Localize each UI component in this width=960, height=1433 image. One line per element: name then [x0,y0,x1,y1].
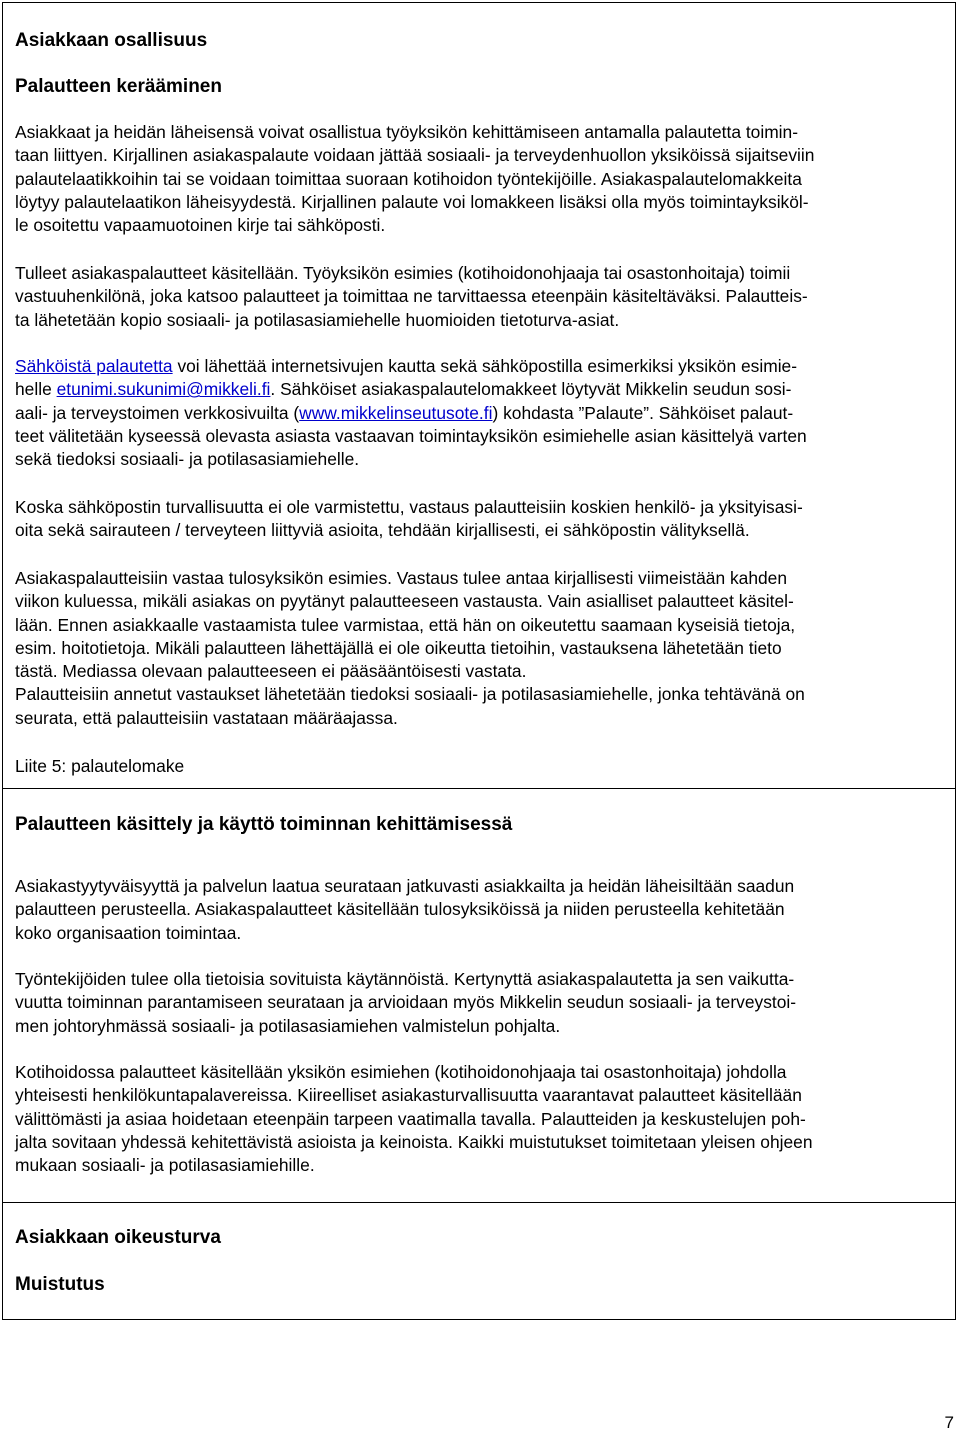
paragraph-feedback-handling [15,262,808,332]
paragraph-home-care [15,1061,813,1177]
text-span: voi lähettää internetsivujen kautta sekä sähköpostilla esimerkiksi yksikön esimie- [172,356,798,376]
section-title: Asiakkaan osallisuus [15,30,208,51]
paragraph-customer-satisfaction [15,875,794,945]
text-line: Palautteisiin annetut vastaukset lähetetään tiedoksi sosiaali- ja potilasasiamiehelle, jonka tehtävänä on [15,684,805,705]
section-subtitle: Muistutus [15,1274,105,1295]
text-line: sekä tiedoksi sosiaali- ja potilasasiamiehelle. [15,449,360,470]
paragraph-feedback-response [15,567,805,730]
text-line: jalta sovitaan yhdessä kehitettävistä asioista ja keinoista. Kaikki muistutukset toimitetaan yleisen ohjeen [15,1131,813,1152]
electronic-feedback-link[interactable]: Sähköistä palautetta [15,356,173,376]
paragraph-email-security [15,496,803,543]
section-subtitle: Palautteen kerääminen [15,76,222,97]
text-line: palautteen perusteella. Asiakaspalautteet käsitellään tulosyksiköissä ja niiden perusteella kehitetään [15,899,785,920]
text-line: mukaan sosiaali- ja potilasasiamiehille. [15,1155,315,1176]
text-line: Koska sähköpostin turvallisuutta ei ole varmistettu, vastaus palautteisiin koskien henkilö- ja yksityisasi- [15,497,803,517]
text-line: seurata, että palautteisiin vastataan määräajassa. [15,707,398,728]
text-line: Asiakkaat ja heidän läheisensä voivat osallistua työyksikön kehittämiseen antamalla palautetta toimin- [15,122,799,142]
text-span: aali- ja terveystoimen verkkosivuilta ( [15,402,300,423]
section-title: Palautteen käsittely ja käyttö toiminnan kehittämisessä [15,814,513,835]
text-span: ) kohdasta ”Palaute”. Sähköiset palaut- [492,402,794,423]
text-span: helle [15,379,57,400]
text-line: men johtoryhmässä sosiaali- ja potilasasiamiehen valmistelun pohjalta. [15,1015,561,1036]
section-legal-protection [2,1202,956,1320]
text-line: Asiakaspalautteisiin vastaa tulosyksikön esimies. Vastaus tulee antaa kirjallisesti viimeistään kahden [15,568,788,588]
text-line [15,402,807,425]
text-line: le osoitettu vapaamuotoinen kirje tai sähköposti. [15,215,386,236]
text-line: löytyy palautelaatikon läheisyydestä. Kirjallinen palaute voi lomakkeen lisäksi olla myös toimintayksiköl- [15,191,809,212]
text-line: Kotihoidossa palautteet käsitellään yksikön esimiehen (kotihoidonohjaaja tai osastonhoitaja) johdolla [15,1062,787,1082]
text-line: Tulleet asiakaspalautteet käsitellään. Työyksikön esimies (kotihoidonohjaaja tai osastonhoitaja) toimii [15,263,791,283]
text-line: välittömästi ja asiaa hoidetaan eteenpäin tarpeen vaatimalla tavalla. Palautteiden ja keskustelujen poh- [15,1108,806,1129]
text-line: tästä. Mediassa olevaan palautteeseen ei pääsääntöisesti vastata. [15,661,527,682]
text-line: lään. Ennen asiakkaalle vastaamista tulee varmistaa, että hän on oikeutettu saamaan kyseisiä tietoja, [15,614,796,635]
website-link[interactable]: www.mikkelinseutusote.fi [299,402,493,423]
text-line: oita sekä sairauteen / terveyteen liittyviä asioita, tehdään kirjallisesti, ei sähköpostin välityksellä. [15,520,750,541]
attachment-reference [15,755,184,778]
section-feedback-processing [2,788,956,1203]
text-line: Liite 5: palautelomake [15,756,185,776]
text-line: Työntekijöiden tulee olla tietoisia sovituista käytännöistä. Kertynyttä asiakaspalautetta ja sen vaikutta- [15,969,795,989]
email-link[interactable]: etunimi.sukunimi@mikkeli.fi [56,379,271,400]
text-line: esim. hoitotietoja. Mikäli palautteen lähettäjällä ei ole oikeutta tietoihin, vastauksena lähetetään tieto [15,637,782,658]
text-line: taan liittyen. Kirjallinen asiakaspalaute voidaan jättää sosiaali- ja terveydenhuollon yksiköissä sijaitseviin [15,145,815,166]
section-asiakkaan-osallisuus [2,2,956,789]
text-line: palautelaatikkoihin tai se voidaan toimittaa suoraan kotihoidon työntekijöille. Asiakaspalautelomakkeita [15,168,802,189]
text-line: ta lähetetään kopio sosiaali- ja potilasasiamiehelle huomioiden tietoturva-asiat. [15,309,620,330]
text-line: yhteisesti henkilökuntapalavereissa. Kiireelliset asiakasturvallisuutta vaarantavat palautteet käsitellään [15,1085,802,1106]
page-number: 7 [944,1413,954,1432]
text-line [15,378,807,401]
text-line [15,355,807,378]
text-line: koko organisaation toimintaa. [15,922,242,943]
paragraph-employee-practices [15,968,796,1038]
paragraph-feedback-collection [15,121,814,237]
section-title: Asiakkaan oikeusturva [15,1227,221,1248]
text-line: vuutta toiminnan parantamiseen seurataan ja arvioidaan myös Mikkelin seudun sosiaali- ja terveystoi- [15,992,797,1013]
text-span: . Sähköiset asiakaspalautelomakkeet löytyvät Mikkelin seudun sosi- [270,379,792,400]
text-line: vastuuhenkilönä, joka katsoo palautteet ja toimittaa ne tarvittaessa eteenpäin käsiteltäväksi. Palautteis- [15,286,808,307]
paragraph-electronic-feedback [15,355,807,471]
text-line: teet välitetään kyseessä olevasta asiasta vastaavan toimintayksikön esimiehelle asian käsittelyä varten [15,425,807,446]
text-line: Asiakastyytyväisyyttä ja palvelun laatua seurataan jatkuvasti asiakkailta ja heidän läheisiltään saadun [15,876,795,896]
text-line: viikon kuluessa, mikäli asiakas on pyytänyt palautteeseen vastausta. Vain asialliset palautteet käsitel- [15,591,794,612]
